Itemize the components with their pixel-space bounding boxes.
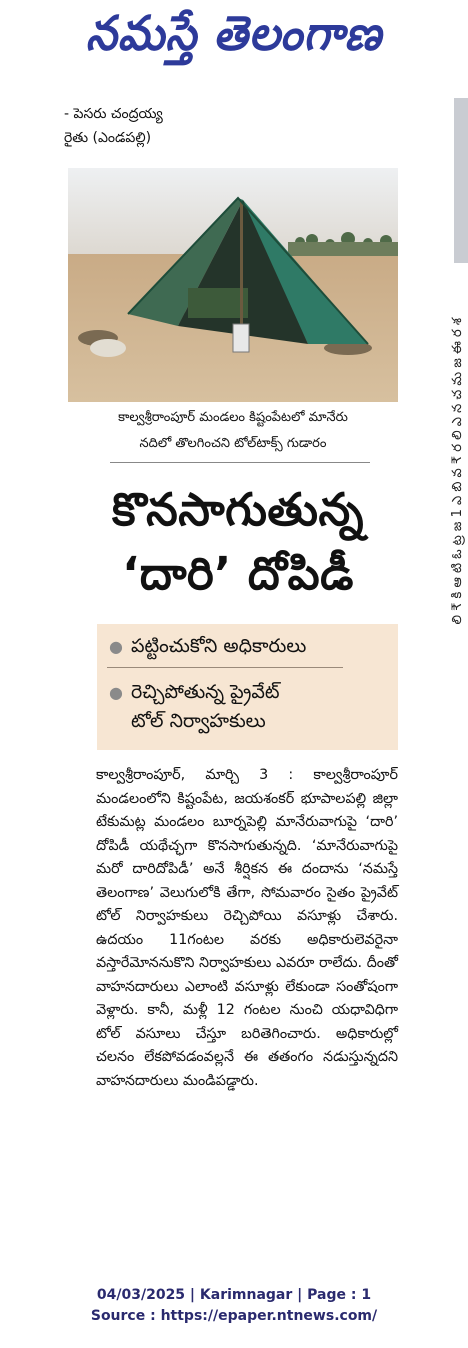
quote-attribution: [64, 102, 163, 150]
highlight-item: [109, 632, 306, 661]
highlight-text: టోల్ నిర్వాహకులు: [131, 710, 266, 732]
highlights-box: [97, 624, 398, 750]
quote-role: రైతు (ఎండపల్లి): [64, 130, 152, 146]
footer-edition-info: 04/03/2025 | Karimnagar | Page : 1: [96, 1287, 372, 1303]
highlight-text: రెచ్చిపోతున్న ప్రైవేట్: [131, 681, 280, 703]
bullet-icon: ●: [109, 637, 123, 656]
newspaper-logo: నమస్తే తెలంగాణ: [85, 6, 383, 62]
highlight-text: పట్టించుకోని అధికారులు: [131, 635, 307, 657]
page-footer: [0, 1285, 468, 1327]
caption-divider: [110, 462, 370, 463]
headline-line-1: కొనసాగుతున్న: [112, 483, 364, 536]
adjacent-image: [454, 98, 468, 263]
article-headline: [68, 478, 408, 606]
tent-photo-illustration: [68, 168, 398, 402]
headline-line-2: ‘దారి’ దోపిడీ: [122, 547, 354, 600]
photo-caption-line-2: నదిలో తొలగించని టోల్‌టాక్స్ గుడారం: [139, 436, 327, 451]
highlight-item-continued: [131, 707, 266, 736]
quote-author: - పెసరు చంద్రయ్య: [64, 106, 163, 122]
highlight-item: [109, 678, 280, 707]
adjacent-article-column: [428, 98, 468, 1228]
bullet-icon: ●: [109, 683, 123, 702]
photo-caption: [68, 405, 398, 457]
article-paragraph: కాల్వశ్రీరాంపూర్, మార్చి 3 : కాల్వశ్రీరాంపూర్ మండలంలోని కిష్టంపేట, జయశంకర్ భూపాలపల్లి జిల్లా టేకుమట్ల మండలం బూర్నపెల్లి మానేరువాగుపై ‘దారి’ దోపిడీ యథేచ్ఛగా కొనసాగుతున్నది. ‘మానేరువాగుపై మరో దారిదోపిడీ’ అనే శీర్షికన ఈ దందాను ‘నమస్తే తెలంగాణ’ వెలుగులోకి తేగా, సోమవారం సైతం ప్రైవేట్ టోల్ నిర్వాహకులు రెచ్చిపోయి వసూళ్లు చేశారు. ఉదయం 11గంటల వరకు అధికారులెవరైనా వస్తారేమోననుకొని నిర్వాహకులు ఎవరూ రాలేదు. దీంతో వాహనదారులు ఎలాంటి వసూళ్లు లేకుండా సంతోషంగా వెళ్లారు. కానీ, మళ్లీ 12 గంటల నుంచి యధావిధిగా టోల్ వసూలు చేస్తూ బరితెగించారు. అధికారుల్లో చలనం లేకపోవడంవల్లనే ఈ తతంగం నడుస్తున్నదని వాహనదారులు మండిపడ్డారు.: [96, 767, 398, 1089]
masthead: [0, 0, 468, 80]
adjacent-article-text: లి ₹ కి ఆ టి ఓ ట్ర జ 1 ఎ బి వ ₹ ర లి ఎ న చ మ జ ఈ ర శ: [450, 318, 465, 625]
article-body: [96, 764, 398, 1093]
photo-caption-line-1: కాల్వశ్రీరాంపూర్ మండలం కిష్టంపేటలో మానేరు: [118, 410, 348, 425]
footer-source: Source : https://epaper.ntnews.com/: [90, 1308, 378, 1324]
tent-photo: [68, 168, 398, 402]
highlights-divider: [107, 667, 343, 668]
